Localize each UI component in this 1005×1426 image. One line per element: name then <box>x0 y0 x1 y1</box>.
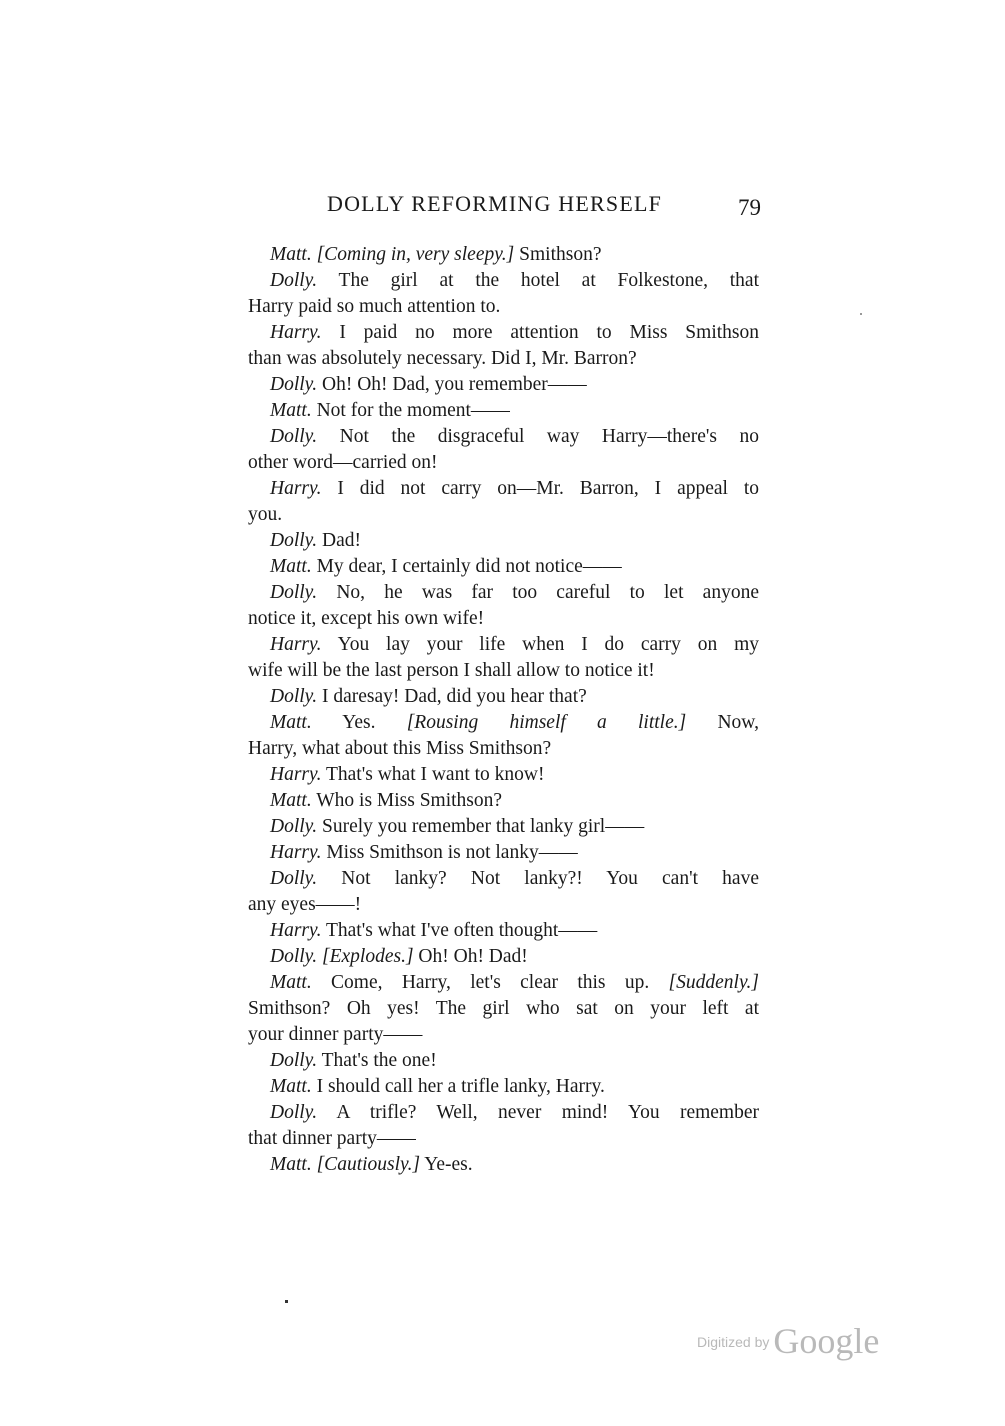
speaker-name: Harry. <box>270 920 322 941</box>
speaker-name: Dolly. <box>270 868 318 889</box>
text-line <box>248 268 759 294</box>
line-text: than was absolutely necessary. Did I, Mr. Barron? <box>248 348 637 369</box>
speaker-name: Dolly. <box>270 426 318 447</box>
text-line <box>248 1100 759 1126</box>
text-line <box>248 502 759 528</box>
text-line <box>248 710 759 736</box>
line-text: I paid no more attention to Miss Smithson <box>321 322 759 343</box>
line-text: Miss Smithson is not lanky—— <box>321 842 578 863</box>
scan-mark <box>285 1300 288 1303</box>
speaker-name: Matt. <box>270 972 312 993</box>
line-text: I should call her a trifle lanky, Harry. <box>311 1076 605 1097</box>
text-line <box>248 866 759 892</box>
text-line <box>248 580 759 606</box>
text-line <box>248 918 759 944</box>
speaker-name: Harry. <box>270 842 322 863</box>
text-line <box>248 762 759 788</box>
line-text: Not the disgraceful way Harry—there's no <box>317 426 759 447</box>
line-text: that dinner party—— <box>248 1128 416 1149</box>
text-line <box>248 1074 759 1100</box>
line-text: The girl at the hotel at Folkestone, that <box>317 270 759 291</box>
text-line <box>248 398 759 424</box>
text-line <box>248 528 759 554</box>
stage-direction: [Suddenly.] <box>668 972 759 993</box>
line-text: Surely you remember that lanky girl—— <box>317 816 645 837</box>
watermark-brand: Google <box>773 1321 880 1361</box>
stage-direction: [Rousing himself a little.] <box>406 712 687 733</box>
text-line <box>248 346 759 372</box>
text-line <box>248 788 759 814</box>
speaker-name: Dolly. <box>270 582 318 603</box>
text-line <box>248 606 759 632</box>
scan-speck <box>860 313 862 315</box>
speaker-name: Dolly. <box>270 270 318 291</box>
speaker-name: Dolly. <box>270 946 318 967</box>
line-text: That's the one! <box>317 1050 437 1071</box>
text-line <box>248 944 759 970</box>
text-line <box>248 814 759 840</box>
watermark-prefix: Digitized by <box>697 1334 770 1350</box>
line-text: Smithson? <box>514 244 602 265</box>
line-text: You lay your life when I do carry on my <box>321 634 759 655</box>
line-text: Smithson? Oh yes! The girl who sat on your left at <box>248 998 759 1019</box>
text-line <box>248 242 759 268</box>
text-line <box>248 658 759 684</box>
line-text: That's what I've often thought—— <box>321 920 598 941</box>
text-line <box>248 970 759 996</box>
line-text: Not lanky? Not lanky?! You can't have <box>317 868 759 889</box>
speaker-name: Dolly. <box>270 1050 318 1071</box>
speaker-name: Dolly. <box>270 1102 318 1123</box>
text-line <box>248 1152 759 1178</box>
speaker-name: Matt. <box>270 712 312 733</box>
line-text: Come, Harry, let's clear this up. <box>311 972 669 993</box>
speaker-name: Dolly. <box>270 686 318 707</box>
line-text: notice it, except his own wife! <box>248 608 485 629</box>
speaker-name: Matt. <box>270 1154 312 1175</box>
text-line <box>248 736 759 762</box>
line-text: wife will be the last person I shall allow to notice it! <box>248 660 655 681</box>
text-line <box>248 476 759 502</box>
page-number: 79 <box>738 195 761 220</box>
line-text: other word—carried on! <box>248 452 438 473</box>
line-text: Yes. <box>311 712 407 733</box>
speaker-name: Matt. <box>270 400 312 421</box>
line-text: Who is Miss Smithson? <box>311 790 503 811</box>
line-text: A trifle? Well, never mind! You remember <box>317 1102 759 1123</box>
text-line <box>248 424 759 450</box>
text-line <box>248 1126 759 1152</box>
digitized-watermark <box>697 1320 879 1362</box>
speaker-name: Dolly. <box>270 816 318 837</box>
text-line <box>248 892 759 918</box>
text-line <box>248 554 759 580</box>
line-text: Dad! <box>317 530 361 551</box>
line-text: I daresay! Dad, did you hear that? <box>317 686 587 707</box>
speaker-name: Matt. <box>270 1076 312 1097</box>
stage-direction: [Cautiously.] <box>311 1154 421 1175</box>
line-text: No, he was far too careful to let anyone <box>317 582 759 603</box>
line-text: My dear, I certainly did not notice—— <box>311 556 622 577</box>
text-line <box>248 840 759 866</box>
line-text: any eyes——! <box>248 894 362 915</box>
text-line <box>248 294 759 320</box>
line-text: That's what I want to know! <box>321 764 545 785</box>
speaker-name: Matt. <box>270 556 312 577</box>
speaker-name: Harry. <box>270 634 322 655</box>
text-line <box>248 1022 759 1048</box>
line-text: Harry paid so much attention to. <box>248 296 501 317</box>
speaker-name: Matt. <box>270 790 312 811</box>
line-text-end: Now, <box>686 712 759 733</box>
dialogue-body <box>248 242 759 1178</box>
stage-direction: [Explodes.] <box>317 946 414 967</box>
speaker-name: Dolly. <box>270 530 318 551</box>
speaker-name: Harry. <box>270 764 322 785</box>
line-text: your dinner party—— <box>248 1024 423 1045</box>
text-line <box>248 684 759 710</box>
text-line <box>248 632 759 658</box>
speaker-name: Dolly. <box>270 374 318 395</box>
text-line <box>248 372 759 398</box>
line-text: Oh! Oh! Dad! <box>413 946 528 967</box>
line-text: Harry, what about this Miss Smithson? <box>248 738 552 759</box>
speaker-name: Matt. <box>270 244 312 265</box>
line-text: Oh! Oh! Dad, you remember—— <box>317 374 587 395</box>
speaker-name: Harry. <box>270 478 322 499</box>
line-text: Ye-es. <box>420 1154 473 1175</box>
line-text: you. <box>248 504 283 525</box>
stage-direction: [Coming in, very sleepy.] <box>316 244 515 265</box>
line-text: Not for the moment—— <box>311 400 510 421</box>
speaker-name: Harry. <box>270 322 322 343</box>
text-line <box>248 1048 759 1074</box>
text-line <box>248 996 759 1022</box>
text-line <box>248 320 759 346</box>
line-text: I did not carry on—Mr. Barron, I appeal to <box>321 478 759 499</box>
running-head: DOLLY REFORMING HERSELF <box>327 191 663 216</box>
text-line <box>248 450 759 476</box>
